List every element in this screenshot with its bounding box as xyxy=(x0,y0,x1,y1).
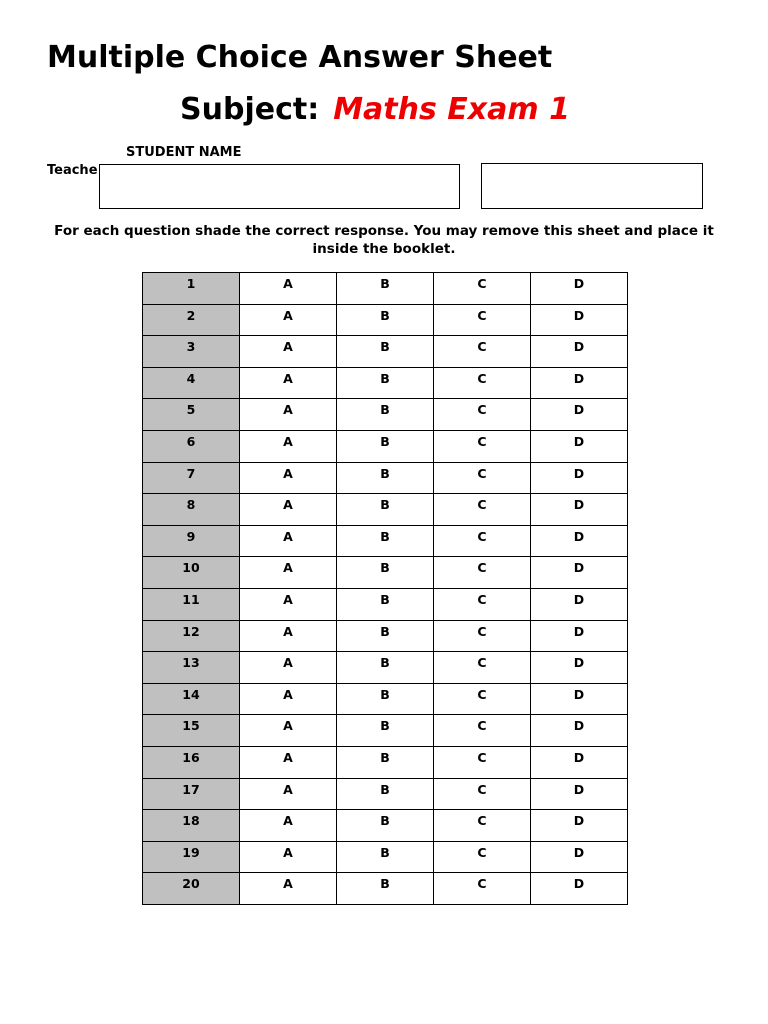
answer-option-d[interactable]: D xyxy=(531,304,628,336)
answer-option-c[interactable]: C xyxy=(434,683,531,715)
answer-option-b[interactable]: B xyxy=(337,525,434,557)
question-row xyxy=(143,588,628,620)
question-row xyxy=(143,873,628,905)
answer-option-a[interactable]: A xyxy=(240,810,337,842)
answer-option-a[interactable]: A xyxy=(240,462,337,494)
answer-option-c[interactable]: C xyxy=(434,273,531,305)
question-row xyxy=(143,620,628,652)
answer-option-b[interactable]: B xyxy=(337,715,434,747)
answer-option-d[interactable]: D xyxy=(531,588,628,620)
answer-option-a[interactable]: A xyxy=(240,430,337,462)
subject-line xyxy=(180,92,570,127)
answer-option-a[interactable]: A xyxy=(240,525,337,557)
answer-option-d[interactable]: D xyxy=(531,652,628,684)
answer-option-d[interactable]: D xyxy=(531,367,628,399)
answer-option-b[interactable]: B xyxy=(337,588,434,620)
answer-option-b[interactable]: B xyxy=(337,652,434,684)
question-row xyxy=(143,273,628,305)
answer-option-c[interactable]: C xyxy=(434,873,531,905)
answer-option-a[interactable]: A xyxy=(240,652,337,684)
answer-option-a[interactable]: A xyxy=(240,683,337,715)
answer-option-a[interactable]: A xyxy=(240,336,337,368)
answer-option-c[interactable]: C xyxy=(434,810,531,842)
answer-option-c[interactable]: C xyxy=(434,778,531,810)
question-number: 16 xyxy=(143,746,240,778)
question-number: 5 xyxy=(143,399,240,431)
answer-option-c[interactable]: C xyxy=(434,588,531,620)
question-number: 3 xyxy=(143,336,240,368)
question-row xyxy=(143,810,628,842)
question-row xyxy=(143,715,628,747)
answer-option-c[interactable]: C xyxy=(434,715,531,747)
answer-option-a[interactable]: A xyxy=(240,557,337,589)
answer-grid-body xyxy=(143,273,628,905)
question-number: 11 xyxy=(143,588,240,620)
answer-option-c[interactable]: C xyxy=(434,652,531,684)
answer-option-d[interactable]: D xyxy=(531,494,628,526)
instructions-text: For each question shade the correct response. You may remove this sheet and place it inside the booklet. xyxy=(54,223,714,257)
answer-option-b[interactable]: B xyxy=(337,620,434,652)
question-row xyxy=(143,494,628,526)
answer-grid xyxy=(142,272,628,905)
answer-option-c[interactable]: C xyxy=(434,367,531,399)
question-row xyxy=(143,841,628,873)
answer-option-d[interactable]: D xyxy=(531,715,628,747)
answer-option-c[interactable]: C xyxy=(434,525,531,557)
question-number: 17 xyxy=(143,778,240,810)
answer-option-c[interactable]: C xyxy=(434,462,531,494)
answer-option-c[interactable]: C xyxy=(434,746,531,778)
answer-option-d[interactable]: D xyxy=(531,873,628,905)
answer-option-c[interactable]: C xyxy=(434,620,531,652)
question-row xyxy=(143,367,628,399)
answer-option-c[interactable]: C xyxy=(434,399,531,431)
question-number: 13 xyxy=(143,652,240,684)
answer-option-d[interactable]: D xyxy=(531,273,628,305)
question-number: 1 xyxy=(143,273,240,305)
answer-option-c[interactable]: C xyxy=(434,430,531,462)
answer-option-c[interactable]: C xyxy=(434,494,531,526)
question-row xyxy=(143,430,628,462)
answer-option-b[interactable]: B xyxy=(337,367,434,399)
question-row xyxy=(143,336,628,368)
answer-option-d[interactable]: D xyxy=(531,683,628,715)
answer-option-b[interactable]: B xyxy=(337,683,434,715)
question-row xyxy=(143,557,628,589)
teacher-label: Teache xyxy=(47,163,98,178)
question-number: 19 xyxy=(143,841,240,873)
answer-option-b[interactable]: B xyxy=(337,399,434,431)
answer-option-b[interactable]: B xyxy=(337,778,434,810)
answer-option-c[interactable]: C xyxy=(434,557,531,589)
subject-label: Subject: xyxy=(180,92,320,127)
question-number: 6 xyxy=(143,430,240,462)
teacher-field[interactable] xyxy=(481,163,703,209)
answer-option-d[interactable]: D xyxy=(531,810,628,842)
answer-option-b[interactable]: B xyxy=(337,873,434,905)
answer-option-d[interactable]: D xyxy=(531,430,628,462)
answer-option-b[interactable]: B xyxy=(337,494,434,526)
answer-option-a[interactable]: A xyxy=(240,778,337,810)
question-row xyxy=(143,462,628,494)
answer-option-b[interactable]: B xyxy=(337,841,434,873)
question-row xyxy=(143,778,628,810)
question-number: 2 xyxy=(143,304,240,336)
question-row xyxy=(143,525,628,557)
answer-option-a[interactable]: A xyxy=(240,841,337,873)
question-number: 8 xyxy=(143,494,240,526)
answer-option-b[interactable]: B xyxy=(337,304,434,336)
question-number: 10 xyxy=(143,557,240,589)
answer-option-c[interactable]: C xyxy=(434,304,531,336)
answer-option-a[interactable]: A xyxy=(240,588,337,620)
answer-option-d[interactable]: D xyxy=(531,336,628,368)
question-number: 9 xyxy=(143,525,240,557)
answer-option-c[interactable]: C xyxy=(434,336,531,368)
question-row xyxy=(143,683,628,715)
answer-option-d[interactable]: D xyxy=(531,557,628,589)
answer-option-b[interactable]: B xyxy=(337,746,434,778)
question-number: 18 xyxy=(143,810,240,842)
answer-option-a[interactable]: A xyxy=(240,304,337,336)
answer-option-b[interactable]: B xyxy=(337,430,434,462)
answer-option-b[interactable]: B xyxy=(337,336,434,368)
answer-option-d[interactable]: D xyxy=(531,525,628,557)
answer-option-d[interactable]: D xyxy=(531,462,628,494)
subject-value: Maths Exam 1 xyxy=(333,92,570,127)
answer-option-a[interactable]: A xyxy=(240,746,337,778)
answer-option-b[interactable]: B xyxy=(337,462,434,494)
answer-option-b[interactable]: B xyxy=(337,273,434,305)
question-number: 15 xyxy=(143,715,240,747)
question-number: 14 xyxy=(143,683,240,715)
student-name-field[interactable] xyxy=(99,164,460,209)
answer-option-a[interactable]: A xyxy=(240,873,337,905)
question-row xyxy=(143,652,628,684)
answer-option-d[interactable]: D xyxy=(531,399,628,431)
question-row xyxy=(143,399,628,431)
answer-option-d[interactable]: D xyxy=(531,746,628,778)
answer-option-a[interactable]: A xyxy=(240,715,337,747)
answer-option-a[interactable]: A xyxy=(240,494,337,526)
question-number: 20 xyxy=(143,873,240,905)
answer-option-a[interactable]: A xyxy=(240,367,337,399)
answer-option-d[interactable]: D xyxy=(531,778,628,810)
question-row xyxy=(143,304,628,336)
answer-option-c[interactable]: C xyxy=(434,841,531,873)
question-row xyxy=(143,746,628,778)
question-number: 7 xyxy=(143,462,240,494)
page-title: Multiple Choice Answer Sheet xyxy=(47,40,553,75)
answer-option-b[interactable]: B xyxy=(337,810,434,842)
answer-option-d[interactable]: D xyxy=(531,620,628,652)
answer-option-a[interactable]: A xyxy=(240,273,337,305)
answer-option-b[interactable]: B xyxy=(337,557,434,589)
answer-option-a[interactable]: A xyxy=(240,399,337,431)
answer-option-d[interactable]: D xyxy=(531,841,628,873)
question-number: 12 xyxy=(143,620,240,652)
student-name-label: STUDENT NAME xyxy=(126,145,242,160)
answer-option-a[interactable]: A xyxy=(240,620,337,652)
question-number: 4 xyxy=(143,367,240,399)
